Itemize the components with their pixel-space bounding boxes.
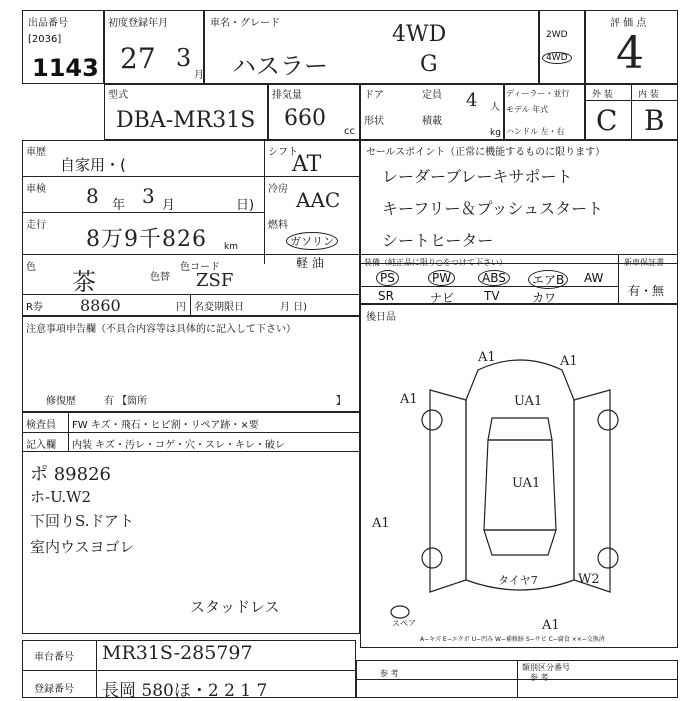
sale-point-0: レーダーブレーキサポート bbox=[382, 167, 573, 186]
front-windshield bbox=[484, 530, 556, 555]
inspection-row1: FW キズ・飛石・ヒビ割・リペア跡・×要 bbox=[72, 420, 259, 431]
new-tire-value: 有・無 bbox=[628, 284, 665, 298]
equip-leather: カワ bbox=[532, 291, 557, 305]
wheel-rr bbox=[598, 548, 618, 568]
shift-value: AT bbox=[292, 152, 322, 177]
inspection-year: 8 bbox=[86, 184, 99, 208]
displacement-label: 排気量 bbox=[272, 90, 302, 101]
capacity-unit: 人 bbox=[490, 102, 500, 113]
checker-label: 検査員 bbox=[26, 420, 56, 431]
right-side bbox=[574, 390, 610, 592]
equip-sr: SR bbox=[378, 289, 394, 303]
mileage-label: 走行 bbox=[26, 220, 46, 231]
rear-window bbox=[488, 418, 552, 440]
equipment-label: 装備（純正品に限り○をつけて下さい） bbox=[364, 258, 507, 267]
door-label: ドア bbox=[364, 90, 384, 101]
name-grade-label: 車名・グレード bbox=[210, 18, 280, 29]
capacity-label: 定員 bbox=[422, 90, 442, 101]
score-label: 評 価 点 bbox=[610, 18, 647, 29]
diesel-label: 軽 油 bbox=[296, 256, 324, 270]
recorder-label: 記入欄 bbox=[26, 440, 56, 451]
hw-line-2: 下回りS.ドアト bbox=[30, 512, 135, 530]
shift-label: シフト bbox=[268, 147, 298, 158]
mark-2: A1 bbox=[400, 392, 418, 407]
spare-tire bbox=[391, 606, 409, 618]
interior-label: 内 装 bbox=[638, 90, 659, 100]
chassis-number: MR31S-285797 bbox=[102, 642, 253, 664]
load-label: 積載 bbox=[422, 116, 442, 127]
inspection-year-unit: 年 bbox=[112, 198, 126, 213]
color-code-label: 色コード bbox=[180, 262, 220, 273]
grade: G bbox=[420, 52, 438, 77]
wheel-fr bbox=[598, 410, 618, 430]
hw-line-0: ポ 89826 bbox=[30, 464, 111, 485]
hw-bottom: スタッドレス bbox=[190, 598, 280, 616]
equip-navi: ナビ bbox=[430, 291, 455, 305]
fuel-label: 燃料 bbox=[268, 220, 288, 231]
repair-value: 有 【箇所 bbox=[104, 396, 148, 407]
fuel-value: ガソリン bbox=[286, 232, 338, 250]
month-unit: 月 bbox=[194, 70, 204, 81]
displacement-value: 660 bbox=[284, 106, 326, 131]
mark-7: W2 bbox=[578, 572, 600, 587]
mark-6: A1 bbox=[542, 618, 560, 633]
car-history-value: 自家用・( bbox=[60, 156, 126, 174]
inspection-day-unit: 日) bbox=[236, 198, 255, 213]
name-change-label: 名変期限日 bbox=[194, 302, 244, 313]
first-reg-label: 初度登録年月 bbox=[108, 18, 168, 29]
first-reg-year: 27 bbox=[120, 42, 156, 75]
drive-2wd: 2WD bbox=[546, 30, 568, 40]
mileage-value: 8万9千826 bbox=[86, 227, 207, 252]
color-value: 茶 bbox=[72, 268, 96, 296]
ac-label: 冷房 bbox=[268, 184, 288, 195]
name-change-value: 月 日) bbox=[280, 302, 308, 313]
lot-label: 出品番号 bbox=[28, 18, 68, 29]
cc-unit: cc bbox=[344, 126, 355, 137]
hw-line-1: ホ-U.W2 bbox=[30, 488, 92, 506]
kg-unit: kg bbox=[490, 128, 501, 138]
shape-label: 形状 bbox=[364, 116, 384, 127]
capacity-value: 4 bbox=[466, 90, 478, 111]
mark-5: A1 bbox=[372, 516, 390, 531]
drive: 4WD bbox=[392, 22, 447, 47]
sale-point-2: シートヒーター bbox=[382, 231, 494, 250]
drive-4wd: 4WD bbox=[542, 52, 572, 64]
caution-label: 注意事項申告欄（不具合内容等は具体的に記入して下さい） bbox=[26, 324, 296, 335]
drive-cell bbox=[539, 10, 585, 84]
lot-number: 1143 bbox=[32, 54, 99, 82]
recycle-amount: 8860 bbox=[80, 296, 121, 315]
recycle-label: R券 bbox=[26, 302, 43, 313]
first-reg-month: 3 bbox=[176, 44, 192, 72]
mark-8: タイヤ7 bbox=[498, 574, 538, 587]
model-year-label: モデル 年式 bbox=[506, 105, 549, 114]
reg-label: 登録番号 bbox=[34, 684, 74, 695]
km-unit: km bbox=[224, 242, 238, 252]
score-value: 4 bbox=[616, 28, 644, 79]
chassis-label: 車台番号 bbox=[34, 652, 74, 663]
spare-label: スペア bbox=[392, 619, 416, 628]
wheel-fl bbox=[422, 410, 442, 430]
color-swap-label: 色替 bbox=[150, 272, 170, 283]
dealer-label: ディーラー・並行 bbox=[506, 89, 570, 98]
inspection-label: 車検 bbox=[26, 184, 46, 195]
repair-end: 】 bbox=[336, 396, 346, 407]
legend: A−キズ E−エクボ U−凹み W−補修跡 S−サビ C−腐食 ××−交換済 bbox=[420, 636, 605, 643]
repair-label: 修復歴 bbox=[46, 396, 76, 407]
sale-point-1: キーフリー＆プッシュスタート bbox=[382, 199, 604, 218]
inspection-row2: 内装 キズ・汚レ・コゲ・穴・スレ・キレ・破レ bbox=[72, 440, 285, 451]
sale-points-label: セールスポイント（正常に機能するものに限ります） bbox=[366, 147, 606, 158]
car-name: ハスラー bbox=[232, 52, 328, 80]
equip-tv: TV bbox=[484, 289, 500, 303]
hw-line-3: 室内ウスヨゴレ bbox=[30, 538, 135, 556]
left-side bbox=[430, 390, 466, 592]
handle-label: ハンドル 左・右 bbox=[506, 127, 565, 136]
wheel-rl bbox=[422, 548, 442, 568]
code-b: 類別区分番号 bbox=[522, 663, 570, 672]
code-a: 参 考 bbox=[380, 669, 399, 678]
car-history-label: 車歴 bbox=[26, 147, 46, 158]
equip-pw: PW bbox=[428, 270, 455, 286]
code-c: 参 考 bbox=[530, 673, 549, 682]
mark-1: A1 bbox=[560, 354, 578, 369]
color-label: 色 bbox=[26, 262, 36, 273]
inspection-month: 3 bbox=[142, 184, 155, 208]
exterior-grade: C bbox=[596, 104, 618, 137]
ac-value: AAC bbox=[296, 188, 341, 212]
rear-label: 後日品 bbox=[366, 312, 396, 323]
interior-grade: B bbox=[644, 104, 665, 137]
equip-ps: PS bbox=[376, 270, 399, 286]
inspection-month-unit: 月 bbox=[162, 198, 176, 213]
reg-value: 長岡 580ほ・2 2 1 7 bbox=[102, 681, 268, 701]
mark-0: A1 bbox=[478, 350, 496, 365]
model-label: 型式 bbox=[108, 90, 128, 101]
equip-airbag: エアB bbox=[528, 270, 568, 289]
mark-4: UA1 bbox=[512, 476, 541, 491]
equip-abs: ABS bbox=[478, 270, 510, 286]
yen-unit: 円 bbox=[176, 302, 186, 313]
exterior-label: 外 装 bbox=[592, 90, 613, 100]
model-value: DBA-MR31S bbox=[116, 108, 256, 133]
lot-sub: [2036] bbox=[28, 34, 62, 45]
mark-3: UA1 bbox=[514, 394, 543, 409]
equip-aw: AW bbox=[584, 271, 604, 285]
color-code-value: ZSF bbox=[196, 270, 234, 291]
new-tire-label: 新車保証書 bbox=[624, 258, 664, 267]
